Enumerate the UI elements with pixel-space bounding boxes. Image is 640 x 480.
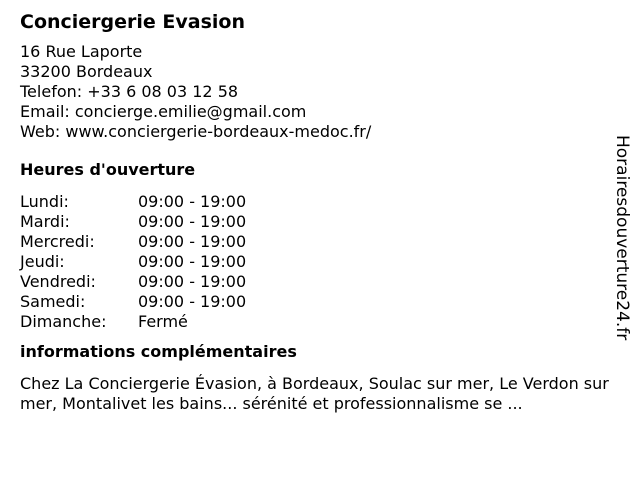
day-label: Vendredi: xyxy=(20,272,96,291)
time-range: Fermé xyxy=(138,312,188,331)
time-range: 09:00 - 19:00 xyxy=(138,192,247,211)
phone-line xyxy=(20,82,620,102)
hours-row-wednesday xyxy=(20,232,620,252)
address-city: 33200 Bordeaux xyxy=(20,62,153,81)
brand-watermark: Horairesdouverture24.fr xyxy=(612,135,632,341)
hours-row-monday xyxy=(20,192,620,212)
info-description: Chez La Conciergerie Évasion, à Bordeaux, Soulac sur mer, Le Verdon sur mer, Montalivet les bains... sérénité et professionnalisme se ... xyxy=(20,374,609,413)
day-label: Samedi: xyxy=(20,292,86,311)
day-label: Dimanche: xyxy=(20,312,107,331)
phone-link[interactable]: +33 6 08 03 12 58 xyxy=(87,82,239,101)
email-label: Email: xyxy=(20,102,75,121)
day-label: Mercredi: xyxy=(20,232,95,251)
hours-row-friday xyxy=(20,272,620,292)
website-link[interactable]: www.conciergerie-bordeaux-medoc.fr/ xyxy=(65,122,372,141)
hours-title: Heures d'ouverture xyxy=(20,160,196,179)
day-label: Lundi: xyxy=(20,192,69,211)
contact-block xyxy=(20,42,620,142)
web-label: Web: xyxy=(20,122,66,141)
day-label: Jeudi: xyxy=(20,252,65,271)
hours-row-thursday xyxy=(20,252,620,272)
time-range: 09:00 - 19:00 xyxy=(138,232,247,251)
hours-row-sunday xyxy=(20,312,620,332)
time-range: 09:00 - 19:00 xyxy=(138,252,247,271)
phone-label: Telefon: xyxy=(20,82,88,101)
day-label: Mardi: xyxy=(20,212,70,231)
email-line xyxy=(20,102,620,122)
time-range: 09:00 - 19:00 xyxy=(138,212,247,231)
business-card xyxy=(20,10,620,414)
address-street: 16 Rue Laporte xyxy=(20,42,143,61)
time-range: 09:00 - 19:00 xyxy=(138,292,247,311)
time-range: 09:00 - 19:00 xyxy=(138,272,247,291)
hours-row-saturday xyxy=(20,292,620,312)
email-link[interactable]: concierge.emilie@gmail.com xyxy=(74,102,307,121)
hours-table xyxy=(20,192,620,332)
business-name: Conciergerie Evasion xyxy=(20,11,246,33)
info-title: informations complémentaires xyxy=(20,342,297,361)
hours-row-tuesday xyxy=(20,212,620,232)
web-line xyxy=(20,122,620,142)
